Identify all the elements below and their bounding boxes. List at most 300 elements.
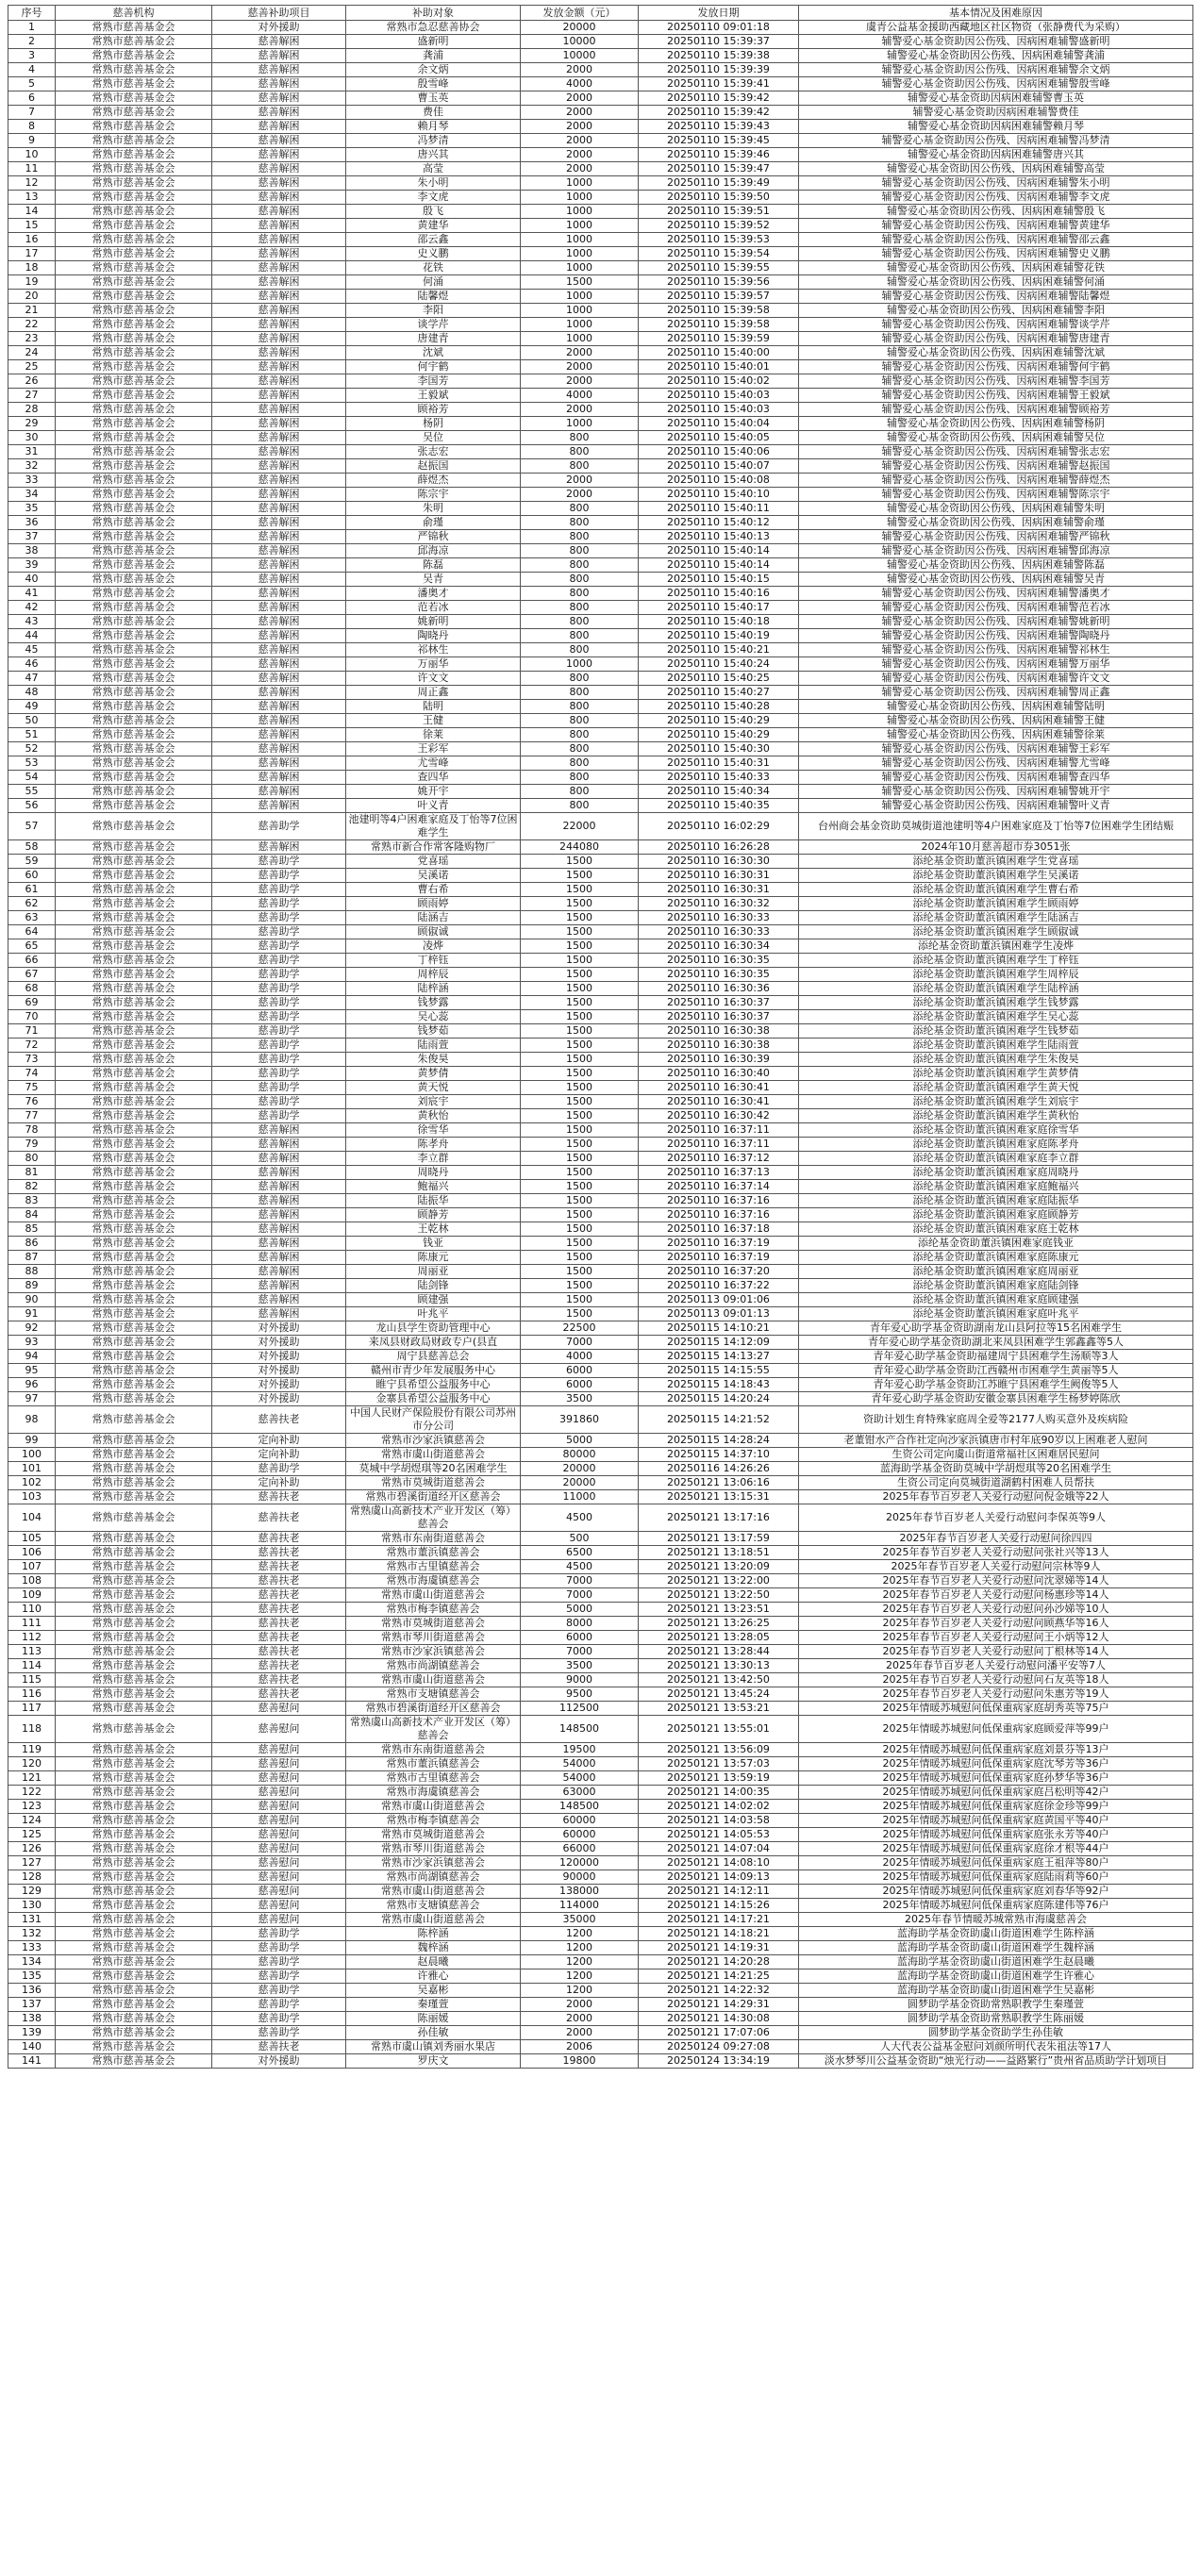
cell-reason: 2025年春节百岁老人关爱行动慰问宗林等9人 [799, 1560, 1193, 1574]
cell-date: 20250110 16:37:19 [639, 1251, 799, 1265]
cell-date: 20250121 14:09:13 [639, 1870, 799, 1885]
cell-date: 20250110 15:39:37 [639, 35, 799, 49]
cell-reason: 2025年情暖苏城慰问低保重病家庭胡秀英等75户 [799, 1702, 1193, 1716]
cell-date: 20250121 13:56:09 [639, 1743, 799, 1757]
cell-date: 20250115 14:12:09 [639, 1336, 799, 1350]
table-row [8, 968, 1193, 982]
table-row [8, 1307, 1193, 1321]
cell-org: 常熟市慈善基金会 [56, 1659, 212, 1673]
cell-reason: 2025年情暖苏城慰问低保重病家庭陆雨莉等60户 [799, 1870, 1193, 1885]
cell-no: 126 [8, 1842, 56, 1856]
cell-item: 慈善解困 [212, 700, 346, 714]
cell-target: 睢宁县希望公益服务中心 [346, 1378, 521, 1392]
cell-item: 对外援助 [212, 1350, 346, 1364]
cell-no: 64 [8, 925, 56, 939]
cell-date: 20250110 15:40:28 [639, 700, 799, 714]
cell-reason: 辅警爱心基金资助因公伤残、因病困难辅警王彩军 [799, 742, 1193, 756]
table-row [8, 1293, 1193, 1307]
cell-reason: 辅警爱心基金资助因公伤残、因病困难辅警冯梦清 [799, 134, 1193, 148]
table-row [8, 1123, 1193, 1138]
cell-amount: 2000 [521, 91, 639, 106]
table-row [8, 1138, 1193, 1152]
cell-amount: 800 [521, 714, 639, 728]
cell-amount: 7000 [521, 1588, 639, 1603]
cell-amount: 1500 [521, 1293, 639, 1307]
cell-org: 常熟市慈善基金会 [56, 1828, 212, 1842]
cell-reason: 辅警爱心基金资助因公伤残、因病困难辅警陈磊 [799, 558, 1193, 573]
table-row [8, 840, 1193, 855]
table-row [8, 996, 1193, 1010]
cell-amount: 1500 [521, 954, 639, 968]
cell-item: 慈善助学 [212, 2012, 346, 2026]
cell-target: 党喜瑶 [346, 855, 521, 869]
cell-no: 46 [8, 657, 56, 672]
table-row [8, 1560, 1193, 1574]
header-row [8, 6, 1193, 21]
table-row [8, 869, 1193, 883]
cell-item: 定向补助 [212, 1476, 346, 1490]
table-row [8, 982, 1193, 996]
cell-reason: 2025年春节百岁老人关爱行动慰问倪金娥等22人 [799, 1490, 1193, 1504]
cell-item: 慈善扶老 [212, 1603, 346, 1617]
cell-item: 慈善慰问 [212, 1856, 346, 1870]
cell-target: 常熟市支塘镇慈善会 [346, 1687, 521, 1702]
cell-reason: 添纶基金资助董浜镇困难学生黄天悦 [799, 1081, 1193, 1095]
cell-item: 慈善助学 [212, 954, 346, 968]
table-row [8, 1941, 1193, 1955]
table-row [8, 1828, 1193, 1842]
cell-reason: 添纶基金资助董浜镇困难家庭李立群 [799, 1152, 1193, 1166]
cell-reason: 辅警爱心基金资助因公伤残、因病困难辅警朱小明 [799, 176, 1193, 191]
table-row [8, 332, 1193, 346]
cell-item: 对外援助 [212, 1336, 346, 1350]
table-row [8, 247, 1193, 261]
cell-target: 常熟市海虞镇慈善会 [346, 1574, 521, 1588]
cell-no: 32 [8, 459, 56, 474]
cell-org: 常熟市慈善基金会 [56, 1673, 212, 1687]
cell-reason: 2025年春节百岁老人关爱行动慰问李保英等9人 [799, 1504, 1193, 1532]
cell-date: 20250110 09:01:18 [639, 21, 799, 35]
cell-amount: 1500 [521, 1279, 639, 1293]
cell-reason: 蓝海助学基金资助虞山街道困难学生许雅心 [799, 1969, 1193, 1984]
table-row [8, 883, 1193, 897]
cell-no: 8 [8, 120, 56, 134]
cell-reason: 辅警爱心基金资助因公伤残、因病困难辅警赵振国 [799, 459, 1193, 474]
cell-no: 33 [8, 474, 56, 488]
cell-reason: 添纶基金资助董浜镇困难家庭周晓丹 [799, 1166, 1193, 1180]
cell-reason: 辅警爱心基金资助因公伤残、因病困难辅警叶义青 [799, 799, 1193, 813]
cell-target: 常熟市虞山街道慈善会 [346, 1913, 521, 1927]
cell-org: 常熟市慈善基金会 [56, 1138, 212, 1152]
cell-no: 103 [8, 1490, 56, 1504]
cell-item: 慈善扶老 [212, 2040, 346, 2054]
cell-amount: 1500 [521, 982, 639, 996]
header-date: 发放日期 [639, 6, 799, 21]
cell-target: 金寨县希望公益服务中心 [346, 1392, 521, 1406]
cell-org: 常熟市慈善基金会 [56, 176, 212, 191]
cell-reason: 圆梦助学基金资助学生孙佳敏 [799, 2026, 1193, 2040]
cell-reason: 2025年春节百岁老人关爱行动慰问徐四四 [799, 1532, 1193, 1546]
cell-org: 常熟市慈善基金会 [56, 134, 212, 148]
table-row [8, 176, 1193, 191]
cell-date: 20250124 13:34:19 [639, 2054, 799, 2069]
cell-reason: 青年爱心助学基金资助福建周宁县困难学生汤顺等3人 [799, 1350, 1193, 1364]
table-row [8, 360, 1193, 374]
cell-date: 20250121 14:02:02 [639, 1800, 799, 1814]
cell-target: 尤雪峰 [346, 756, 521, 771]
cell-target: 顾建强 [346, 1293, 521, 1307]
table-row [8, 1039, 1193, 1053]
cell-item: 慈善助学 [212, 813, 346, 840]
table-row [8, 1378, 1193, 1392]
cell-amount: 1500 [521, 1010, 639, 1024]
cell-target: 何涌 [346, 275, 521, 290]
cell-item: 慈善助学 [212, 1955, 346, 1969]
cell-target: 常熟市虞山街道慈善会 [346, 1800, 521, 1814]
cell-org: 常熟市慈善基金会 [56, 954, 212, 968]
cell-org: 常熟市慈善基金会 [56, 431, 212, 445]
cell-item: 慈善解困 [212, 233, 346, 247]
cell-org: 常熟市慈善基金会 [56, 1617, 212, 1631]
cell-item: 慈善解困 [212, 488, 346, 502]
cell-no: 19 [8, 275, 56, 290]
cell-target: 陈孝舟 [346, 1138, 521, 1152]
cell-reason: 生资公司定向莫城街道湖鹤村困难人员帮扶 [799, 1476, 1193, 1490]
cell-target: 邱海凉 [346, 544, 521, 558]
cell-org: 常熟市慈善基金会 [56, 1109, 212, 1123]
cell-org: 常熟市慈善基金会 [56, 516, 212, 530]
cell-no: 91 [8, 1307, 56, 1321]
cell-date: 20250110 15:40:33 [639, 771, 799, 785]
cell-target: 常熟市东南街道慈善会 [346, 1743, 521, 1757]
cell-reason: 2025年情暖苏城慰问低保重病家庭刘景芬等13户 [799, 1743, 1193, 1757]
cell-date: 20250110 15:40:15 [639, 573, 799, 587]
cell-reason: 添纶基金资助董浜镇困难家庭王乾林 [799, 1222, 1193, 1237]
cell-target: 盛新明 [346, 35, 521, 49]
cell-target: 赵振国 [346, 459, 521, 474]
cell-item: 慈善助学 [212, 869, 346, 883]
cell-reason: 2025年春节百岁老人关爱行动慰问石友英等18人 [799, 1673, 1193, 1687]
cell-target: 顾雨婷 [346, 897, 521, 911]
table-row [8, 897, 1193, 911]
cell-reason: 辅警爱心基金资助因公伤残、因病困难辅警李文虎 [799, 191, 1193, 205]
cell-item: 慈善扶老 [212, 1546, 346, 1560]
cell-target: 万丽华 [346, 657, 521, 672]
cell-no: 47 [8, 672, 56, 686]
cell-no: 92 [8, 1321, 56, 1336]
cell-amount: 6500 [521, 1546, 639, 1560]
cell-org: 常熟市慈善基金会 [56, 233, 212, 247]
cell-reason: 添纶基金资助董浜镇困难家庭顾静芳 [799, 1208, 1193, 1222]
cell-amount: 10000 [521, 49, 639, 63]
cell-target: 常熟市碧溪街道经开区慈善会 [346, 1702, 521, 1716]
cell-amount: 4500 [521, 1504, 639, 1532]
cell-org: 常熟市慈善基金会 [56, 869, 212, 883]
cell-reason: 青年爱心助学基金资助湖南龙山县阿拉等15名困难学生 [799, 1321, 1193, 1336]
cell-amount: 1500 [521, 1237, 639, 1251]
table-row [8, 629, 1193, 643]
cell-item: 慈善助学 [212, 1081, 346, 1095]
cell-date: 20250110 16:30:40 [639, 1067, 799, 1081]
cell-amount: 2000 [521, 1998, 639, 2012]
cell-item: 慈善解困 [212, 728, 346, 742]
cell-org: 常熟市慈善基金会 [56, 1010, 212, 1024]
table-row [8, 1476, 1193, 1490]
cell-amount: 4500 [521, 1560, 639, 1574]
table-row [8, 219, 1193, 233]
table-row [8, 1617, 1193, 1631]
cell-date: 20250124 09:27:08 [639, 2040, 799, 2054]
cell-amount: 800 [521, 629, 639, 643]
cell-org: 常熟市慈善基金会 [56, 1166, 212, 1180]
cell-org: 常熟市慈善基金会 [56, 290, 212, 304]
cell-no: 49 [8, 700, 56, 714]
cell-no: 118 [8, 1716, 56, 1743]
cell-target: 查四华 [346, 771, 521, 785]
cell-date: 20250110 16:02:29 [639, 813, 799, 840]
cell-item: 慈善助学 [212, 1095, 346, 1109]
cell-date: 20250110 16:30:32 [639, 897, 799, 911]
cell-date: 20250121 13:15:31 [639, 1490, 799, 1504]
cell-amount: 1500 [521, 1166, 639, 1180]
cell-amount: 148500 [521, 1716, 639, 1743]
table-row [8, 1673, 1193, 1687]
cell-no: 15 [8, 219, 56, 233]
cell-amount: 1000 [521, 318, 639, 332]
table-row [8, 1955, 1193, 1969]
cell-amount: 1000 [521, 233, 639, 247]
cell-item: 慈善解困 [212, 530, 346, 544]
cell-date: 20250121 14:30:08 [639, 2012, 799, 2026]
cell-target: 黄天悦 [346, 1081, 521, 1095]
cell-item: 慈善慰问 [212, 1757, 346, 1771]
cell-amount: 80000 [521, 1448, 639, 1462]
cell-org: 常熟市慈善基金会 [56, 1307, 212, 1321]
cell-reason: 2025年春节百岁老人关爱行动慰问王小炳等12人 [799, 1631, 1193, 1645]
cell-org: 常熟市慈善基金会 [56, 459, 212, 474]
cell-org: 常熟市慈善基金会 [56, 91, 212, 106]
table-row [8, 1024, 1193, 1039]
cell-item: 慈善解困 [212, 1166, 346, 1180]
table-row [8, 813, 1193, 840]
table-row [8, 1321, 1193, 1336]
cell-no: 110 [8, 1603, 56, 1617]
cell-reason: 2025年春节百岁老人关爱行动慰问潘平安等7人 [799, 1659, 1193, 1673]
table-row [8, 445, 1193, 459]
cell-no: 9 [8, 134, 56, 148]
cell-no: 88 [8, 1265, 56, 1279]
cell-target: 常熟市古里镇慈善会 [346, 1771, 521, 1786]
cell-date: 20250121 14:29:31 [639, 1998, 799, 2012]
cell-amount: 2000 [521, 106, 639, 120]
cell-target: 祁林生 [346, 643, 521, 657]
cell-reason: 老董钳水产合作社定向沙家浜镇唐市村年底90岁以上困难老人慰问 [799, 1434, 1193, 1448]
cell-amount: 10000 [521, 35, 639, 49]
cell-target: 罗庆文 [346, 2054, 521, 2069]
cell-date: 20250110 15:39:41 [639, 77, 799, 91]
cell-no: 107 [8, 1560, 56, 1574]
cell-item: 慈善解困 [212, 49, 346, 63]
cell-org: 常熟市慈善基金会 [56, 799, 212, 813]
cell-reason: 添纶基金资助董浜镇困难学生顾雨婷 [799, 897, 1193, 911]
cell-target: 顾俶诚 [346, 925, 521, 939]
cell-no: 66 [8, 954, 56, 968]
cell-org: 常熟市慈善基金会 [56, 939, 212, 954]
table-row [8, 587, 1193, 601]
cell-org: 常熟市慈善基金会 [56, 1067, 212, 1081]
cell-no: 7 [8, 106, 56, 120]
cell-org: 常熟市慈善基金会 [56, 346, 212, 360]
cell-date: 20250121 13:22:00 [639, 1574, 799, 1588]
cell-org: 常熟市慈善基金会 [56, 1743, 212, 1757]
cell-org: 常熟市慈善基金会 [56, 1378, 212, 1392]
cell-item: 慈善慰问 [212, 1702, 346, 1716]
cell-item: 慈善扶老 [212, 1631, 346, 1645]
cell-amount: 9000 [521, 1673, 639, 1687]
cell-item: 对外援助 [212, 1321, 346, 1336]
cell-amount: 60000 [521, 1828, 639, 1842]
cell-org: 常熟市慈善基金会 [56, 1687, 212, 1702]
cell-target: 叶义青 [346, 799, 521, 813]
cell-org: 常熟市慈善基金会 [56, 925, 212, 939]
cell-no: 62 [8, 897, 56, 911]
cell-amount: 2000 [521, 346, 639, 360]
cell-date: 20250110 16:30:33 [639, 925, 799, 939]
cell-date: 20250110 15:39:58 [639, 318, 799, 332]
table-row [8, 799, 1193, 813]
header-item: 慈善补助项目 [212, 6, 346, 21]
cell-no: 6 [8, 91, 56, 106]
cell-date: 20250110 16:37:12 [639, 1152, 799, 1166]
cell-item: 慈善解困 [212, 120, 346, 134]
cell-no: 53 [8, 756, 56, 771]
table-row [8, 1237, 1193, 1251]
cell-target: 常熟市虞山街道慈善会 [346, 1448, 521, 1462]
cell-amount: 1500 [521, 911, 639, 925]
table-row [8, 1631, 1193, 1645]
cell-item: 慈善扶老 [212, 1659, 346, 1673]
cell-org: 常熟市慈善基金会 [56, 332, 212, 346]
cell-item: 慈善扶老 [212, 1617, 346, 1631]
cell-date: 20250110 15:40:27 [639, 686, 799, 700]
cell-org: 常熟市慈善基金会 [56, 1222, 212, 1237]
table-row [8, 63, 1193, 77]
cell-target: 常熟虞山高新技术产业开发区（筹）慈善会 [346, 1716, 521, 1743]
cell-target: 莫城中学胡煜琪等20名困难学生 [346, 1462, 521, 1476]
cell-org: 常熟市慈善基金会 [56, 389, 212, 403]
cell-target: 周宁县慈善总会 [346, 1350, 521, 1364]
cell-item: 慈善助学 [212, 1067, 346, 1081]
cell-amount: 3500 [521, 1392, 639, 1406]
cell-reason: 辅警爱心基金资助因公伤残、因病困难辅警陆明 [799, 700, 1193, 714]
cell-org: 常熟市慈善基金会 [56, 530, 212, 544]
cell-target: 常熟市急忍慈善协会 [346, 21, 521, 35]
cell-target: 常熟市虞山镇刘秀丽水果店 [346, 2040, 521, 2054]
cell-date: 20250121 14:17:21 [639, 1913, 799, 1927]
cell-amount: 1000 [521, 247, 639, 261]
cell-no: 55 [8, 785, 56, 799]
cell-reason: 添纶基金资助董浜镇困难学生吴心蕊 [799, 1010, 1193, 1024]
cell-item: 慈善助学 [212, 1984, 346, 1998]
header-target: 补助对象 [346, 6, 521, 21]
cell-org: 常熟市慈善基金会 [56, 488, 212, 502]
cell-item: 慈善解困 [212, 219, 346, 233]
cell-item: 对外援助 [212, 1392, 346, 1406]
table-row [8, 1350, 1193, 1364]
cell-item: 慈善解困 [212, 1123, 346, 1138]
cell-amount: 90000 [521, 1870, 639, 1885]
cell-org: 常熟市慈善基金会 [56, 205, 212, 219]
cell-no: 86 [8, 1237, 56, 1251]
cell-item: 定向补助 [212, 1434, 346, 1448]
cell-date: 20250110 15:39:54 [639, 247, 799, 261]
cell-date: 20250110 15:40:06 [639, 445, 799, 459]
table-row [8, 558, 1193, 573]
cell-target: 中国人民财产保险股份有限公司苏州市分公司 [346, 1406, 521, 1434]
table-row [8, 1984, 1193, 1998]
cell-org: 常熟市慈善基金会 [56, 813, 212, 840]
table-row [8, 1194, 1193, 1208]
cell-date: 20250110 16:30:42 [639, 1109, 799, 1123]
cell-org: 常熟市慈善基金会 [56, 1546, 212, 1560]
table-row [8, 643, 1193, 657]
cell-date: 20250110 15:39:45 [639, 134, 799, 148]
cell-target: 陆振华 [346, 1194, 521, 1208]
cell-org: 常熟市慈善基金会 [56, 657, 212, 672]
cell-target: 史义鹏 [346, 247, 521, 261]
cell-date: 20250110 15:39:51 [639, 205, 799, 219]
table-row [8, 1687, 1193, 1702]
cell-org: 常熟市慈善基金会 [56, 1913, 212, 1927]
cell-target: 吴心蕊 [346, 1010, 521, 1024]
cell-org: 常熟市慈善基金会 [56, 2026, 212, 2040]
cell-amount: 2000 [521, 474, 639, 488]
cell-reason: 辅警爱心基金资助因公伤残、因病困难辅警徐莱 [799, 728, 1193, 742]
cell-no: 125 [8, 1828, 56, 1842]
cell-no: 132 [8, 1927, 56, 1941]
cell-date: 20250121 13:45:24 [639, 1687, 799, 1702]
cell-amount: 800 [521, 686, 639, 700]
cell-amount: 2000 [521, 162, 639, 176]
table-row [8, 205, 1193, 219]
cell-no: 69 [8, 996, 56, 1010]
cell-item: 慈善解困 [212, 77, 346, 91]
cell-no: 35 [8, 502, 56, 516]
cell-target: 丁梓钰 [346, 954, 521, 968]
cell-org: 常熟市慈善基金会 [56, 1998, 212, 2012]
cell-item: 慈善解困 [212, 771, 346, 785]
cell-amount: 800 [521, 728, 639, 742]
cell-amount: 7000 [521, 1336, 639, 1350]
cell-target: 徐莱 [346, 728, 521, 742]
cell-no: 1 [8, 21, 56, 35]
cell-org: 常熟市慈善基金会 [56, 1504, 212, 1532]
cell-date: 20250110 15:40:14 [639, 544, 799, 558]
cell-date: 20250110 15:39:58 [639, 304, 799, 318]
cell-date: 20250110 16:30:34 [639, 939, 799, 954]
cell-org: 常熟市慈善基金会 [56, 1039, 212, 1053]
cell-no: 105 [8, 1532, 56, 1546]
cell-no: 112 [8, 1631, 56, 1645]
cell-item: 慈善助学 [212, 996, 346, 1010]
cell-target: 朱明 [346, 502, 521, 516]
cell-reason: 辅警爱心基金资助因公伤残、因病困难辅警陆馨煜 [799, 290, 1193, 304]
cell-date: 20250115 14:21:52 [639, 1406, 799, 1434]
cell-amount: 800 [521, 601, 639, 615]
cell-amount: 20000 [521, 1462, 639, 1476]
cell-date: 20250110 16:37:18 [639, 1222, 799, 1237]
cell-target: 黄建华 [346, 219, 521, 233]
